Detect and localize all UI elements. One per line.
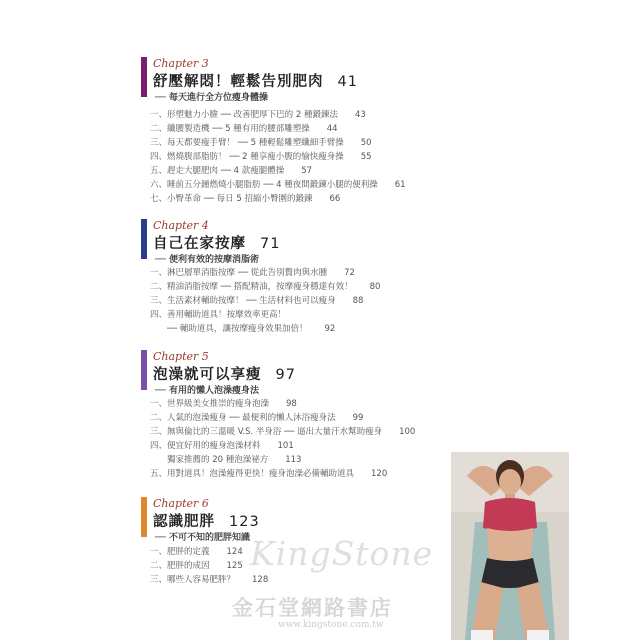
chapter-3-subtitle: ── 每天進行全方位瘦身體操 bbox=[155, 93, 268, 103]
toc-item[interactable]: 四、善用輔助道具！按摩效率更高！ bbox=[150, 310, 287, 320]
chapter-6-bar bbox=[141, 497, 147, 537]
toc-item[interactable]: ── 輔助道具，讓按摩瘦身效果加倍！ 92 bbox=[150, 324, 336, 334]
toc-item[interactable]: 五、趕走大腿肥肉 ── 4 款瘦腿體操 57 bbox=[150, 166, 313, 176]
toc-item[interactable]: 三、哪些人容易肥胖？ 128 bbox=[150, 575, 269, 585]
toc-item[interactable]: 獨家推薦的 20 種泡澡祕方 113 bbox=[150, 455, 302, 465]
chapter-4-title: 自己在家按摩 71 bbox=[153, 236, 281, 252]
toc-item[interactable]: 四、燃燒腹部脂肪！ ── 2 種享瘦小腹的愉快瘦身操 55 bbox=[150, 152, 372, 162]
chapter-6-subtitle: ── 不可不知的肥胖知識 bbox=[155, 533, 250, 543]
chapter-6-title: 認識肥胖 123 bbox=[153, 514, 260, 530]
chapter-5-title: 泡澡就可以享瘦 97 bbox=[153, 367, 296, 383]
toc-item[interactable]: 一、世界級美女推崇的瘦身泡澡 98 bbox=[150, 399, 297, 409]
toc-item[interactable]: 三、每天都要瘦手臂！ ── 5 種輕鬆雕塑纖細手臂操 50 bbox=[150, 138, 372, 148]
chapter-5-bar bbox=[141, 350, 147, 390]
toc-item[interactable]: 三、生活素材輔助按摩！ ── 生活材料也可以瘦身 88 bbox=[150, 296, 364, 306]
toc-item[interactable]: 三、無與倫比的三溫暖 V.S. 半身浴 ── 逼出大量汗水幫助瘦身 100 bbox=[150, 427, 416, 437]
chapter-3-label: Chapter 3 bbox=[153, 57, 209, 70]
toc-item[interactable]: 二、精油消脂按摩 ── 搭配精油，按摩瘦身穩達有效！ 80 bbox=[150, 282, 381, 292]
toc-item[interactable]: 二、肥胖的成因 125 bbox=[150, 561, 243, 571]
chapter-6-label: Chapter 6 bbox=[153, 497, 209, 510]
chapter-4-label: Chapter 4 bbox=[153, 219, 209, 232]
toc-item[interactable]: 六、睡前五分鐘燃燒小腿脂肪 ── 4 種夜間鍛鍊小腿的便利操 61 bbox=[150, 180, 406, 190]
toc-item[interactable]: 四、便宜好用的瘦身泡澡材料 101 bbox=[150, 441, 294, 451]
chapter-3-bar bbox=[141, 57, 147, 97]
toc-item[interactable]: 一、肥胖的定義 124 bbox=[150, 547, 243, 557]
woman-situp-photo bbox=[451, 452, 569, 640]
kingstone-watermark: KingStone bbox=[250, 534, 434, 573]
kingstone-cn-watermark: 金石堂網路書店 bbox=[232, 595, 393, 620]
chapter-5-subtitle: ── 有用的懶人泡澡瘦身法 bbox=[155, 386, 259, 396]
toc-item[interactable]: 一、淋巴層單消脂按摩 ── 從此告別贅肉與水腫 72 bbox=[150, 268, 355, 278]
chapter-4-bar bbox=[141, 219, 147, 259]
toc-item[interactable]: 二、纖腰製造機 ── 5 種有用的腰部雕塑操 44 bbox=[150, 124, 338, 134]
chapter-4-subtitle: ── 便利有效的按摩消脂術 bbox=[155, 255, 259, 265]
toc-item[interactable]: 五、用對道具！泡澡瘦得更快！瘦身泡澡必備輔助道具 120 bbox=[150, 469, 388, 479]
woman-situp-illustration bbox=[451, 452, 569, 640]
chapter-5-label: Chapter 5 bbox=[153, 350, 209, 363]
toc-item[interactable]: 七、小臀革命 ── 每日 5 招縮小臀圍的鍛鍊 66 bbox=[150, 194, 341, 204]
chapter-3-title: 舒壓解悶！輕鬆告別肥肉 41 bbox=[153, 74, 358, 90]
toc-item[interactable]: 二、人氣的泡澡瘦身 ── 最便利的懶人沐浴瘦身法 99 bbox=[150, 413, 364, 423]
toc-item[interactable]: 一、形塑魅力小臉 ── 改善肥厚下巴的 2 種鍛鍊法 43 bbox=[150, 110, 366, 120]
kingstone-url-watermark: www.kingstone.com.tw bbox=[278, 620, 384, 630]
